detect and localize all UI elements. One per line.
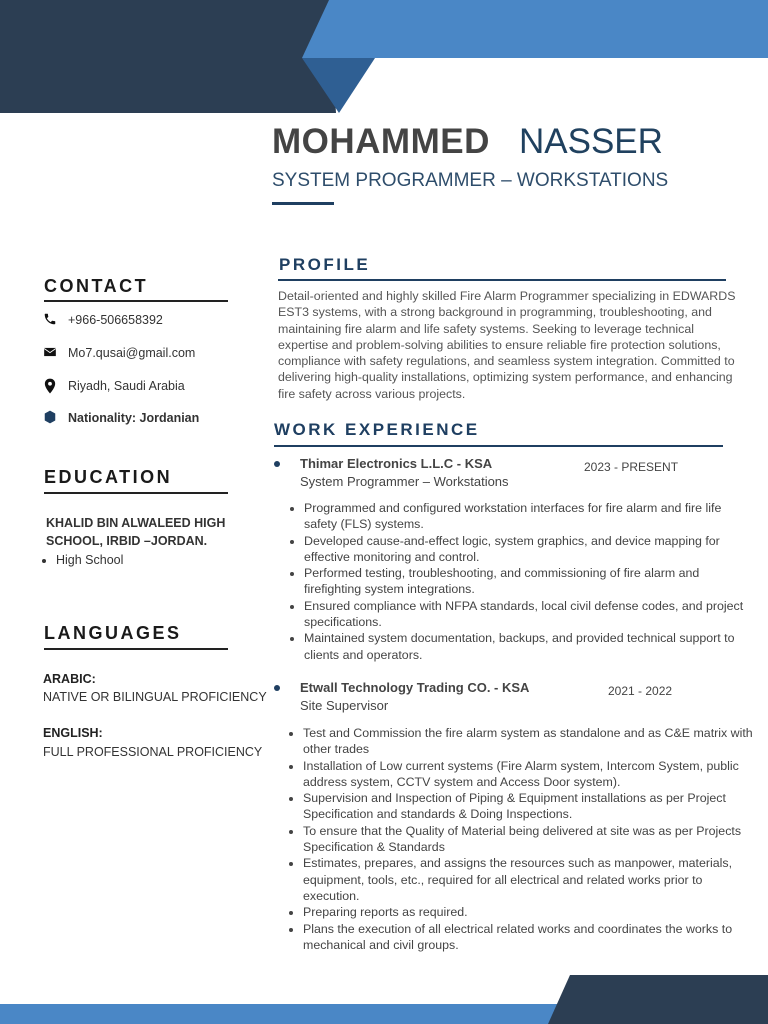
- contact-phone[interactable]: [43, 312, 163, 327]
- school-name: KHALID BIN ALWALEED HIGH SCHOOL, IRBID –JORDAN.: [46, 516, 226, 548]
- job-duty: • Installation of Low current systems (Fire Alarm system, Intercom System, public address system, CCTV system and Access Door system).: [303, 758, 753, 791]
- contact-email[interactable]: [43, 345, 195, 360]
- job-duties-list: [290, 500, 756, 663]
- title-underline: [272, 202, 334, 205]
- education-heading: EDUCATION: [44, 467, 173, 487]
- education-list: [42, 553, 123, 567]
- work-experience-divider: [274, 445, 723, 447]
- job-dates: 2021 - 2022: [608, 684, 673, 698]
- header-navy-shape: [0, 0, 336, 113]
- language-level: NATIVE OR BILINGUAL PROFICIENCY: [43, 690, 267, 704]
- job-dates: 2023 - PRESENT: [584, 460, 679, 474]
- job-bullet-icon: [274, 461, 280, 467]
- job-duty: • Plans the execution of all electrical related works and coordinates the works to mechanical and civil groups.: [303, 921, 753, 954]
- profile-heading: PROFILE: [279, 255, 371, 274]
- job-duty: • Supervision and Inspection of Piping & Equipment installations as per Project Specification and standards & Doing Inspections.: [303, 790, 753, 823]
- job-bullet-icon: [274, 685, 280, 691]
- email-text: Mo7.qusai@gmail.com: [68, 345, 196, 360]
- phone-text: +966-506658392: [68, 312, 163, 327]
- job-duty: • Preparing reports as required.: [303, 904, 753, 920]
- nationality-text: Nationality: Jordanian: [68, 410, 200, 425]
- job-duty: • Ensured compliance with NFPA standards, local civil defense codes, and project specifications.: [304, 598, 756, 631]
- languages-heading: LANGUAGES: [44, 623, 182, 643]
- contact-nationality: [43, 410, 199, 425]
- job-duties-list: [289, 725, 753, 953]
- email-icon: [43, 345, 58, 360]
- location-pin-icon: [43, 378, 58, 393]
- footer-navy-shape: [548, 975, 768, 1024]
- header-blue-band: [302, 0, 768, 58]
- languages-divider: [44, 648, 228, 650]
- contact-location: [43, 378, 185, 393]
- job-duty: • To ensure that the Quality of Material being delivered at site was as per Projects Specification & Standards: [303, 823, 753, 856]
- footer-blue-band: [0, 1004, 560, 1024]
- language-level: FULL PROFESSIONAL PROFICIENCY: [43, 745, 263, 759]
- location-text: Riyadh, Saudi Arabia: [68, 378, 185, 393]
- contact-heading: CONTACT: [44, 276, 149, 296]
- job-duty: • Developed cause-and-effect logic, system graphics, and device mapping for effective monitoring and control.: [304, 533, 756, 566]
- nationality-badge-icon: [43, 410, 58, 425]
- contact-divider: [44, 300, 228, 302]
- job-duty: • Maintained system documentation, backups, and provided technical support to clients and operators.: [304, 630, 756, 663]
- job-role: System Programmer – Workstations: [300, 474, 509, 489]
- profile-divider: [278, 279, 726, 281]
- job-role: Site Supervisor: [300, 698, 389, 713]
- job-duty: • Estimates, prepares, and assigns the resources such as manpower, materials, equipment, tools, etc., required for all electrical and related works prior to execution.: [303, 855, 753, 904]
- language-name: ARABIC:: [43, 672, 96, 686]
- job-duty: • Test and Commission the fire alarm system as standalone and as C&E matrix with other trades: [303, 725, 753, 758]
- job-company: Thimar Electronics L.L.C - KSA: [300, 456, 493, 471]
- job-duty: • Performed testing, troubleshooting, and commissioning of fire alarm and firefighting system integrations.: [304, 565, 756, 598]
- work-experience-heading: WORK EXPERIENCE: [274, 420, 480, 439]
- profile-summary: Detail-oriented and highly skilled Fire Alarm Programmer specializing in EDWARDS EST3 systems, with a strong background in programming, troubleshooting, and maintaining fire alarm and life safety systems. Seeking to leverage technical expertise and problem-solving abilities to ensure reliable fire protection solutions, compliance with safety regulations, and seamless system integration. Committed to delivering high-quality installations, optimizing system performance, and enhancing fire safety across various projects.: [278, 289, 736, 401]
- job-duty: • Programmed and configured workstation interfaces for fire alarm and fire life safety (FLS) systems.: [304, 500, 756, 533]
- last-name: NASSER: [519, 122, 663, 161]
- education-level: • High School: [56, 553, 123, 567]
- language-name: ENGLISH:: [43, 726, 103, 740]
- job-company: Etwall Technology Trading CO. - KSA: [300, 680, 530, 695]
- job-title: SYSTEM PROGRAMMER – WORKSTATIONS: [272, 170, 669, 191]
- education-divider: [44, 492, 228, 494]
- phone-icon: [43, 312, 58, 327]
- first-name: MOHAMMED: [272, 122, 490, 161]
